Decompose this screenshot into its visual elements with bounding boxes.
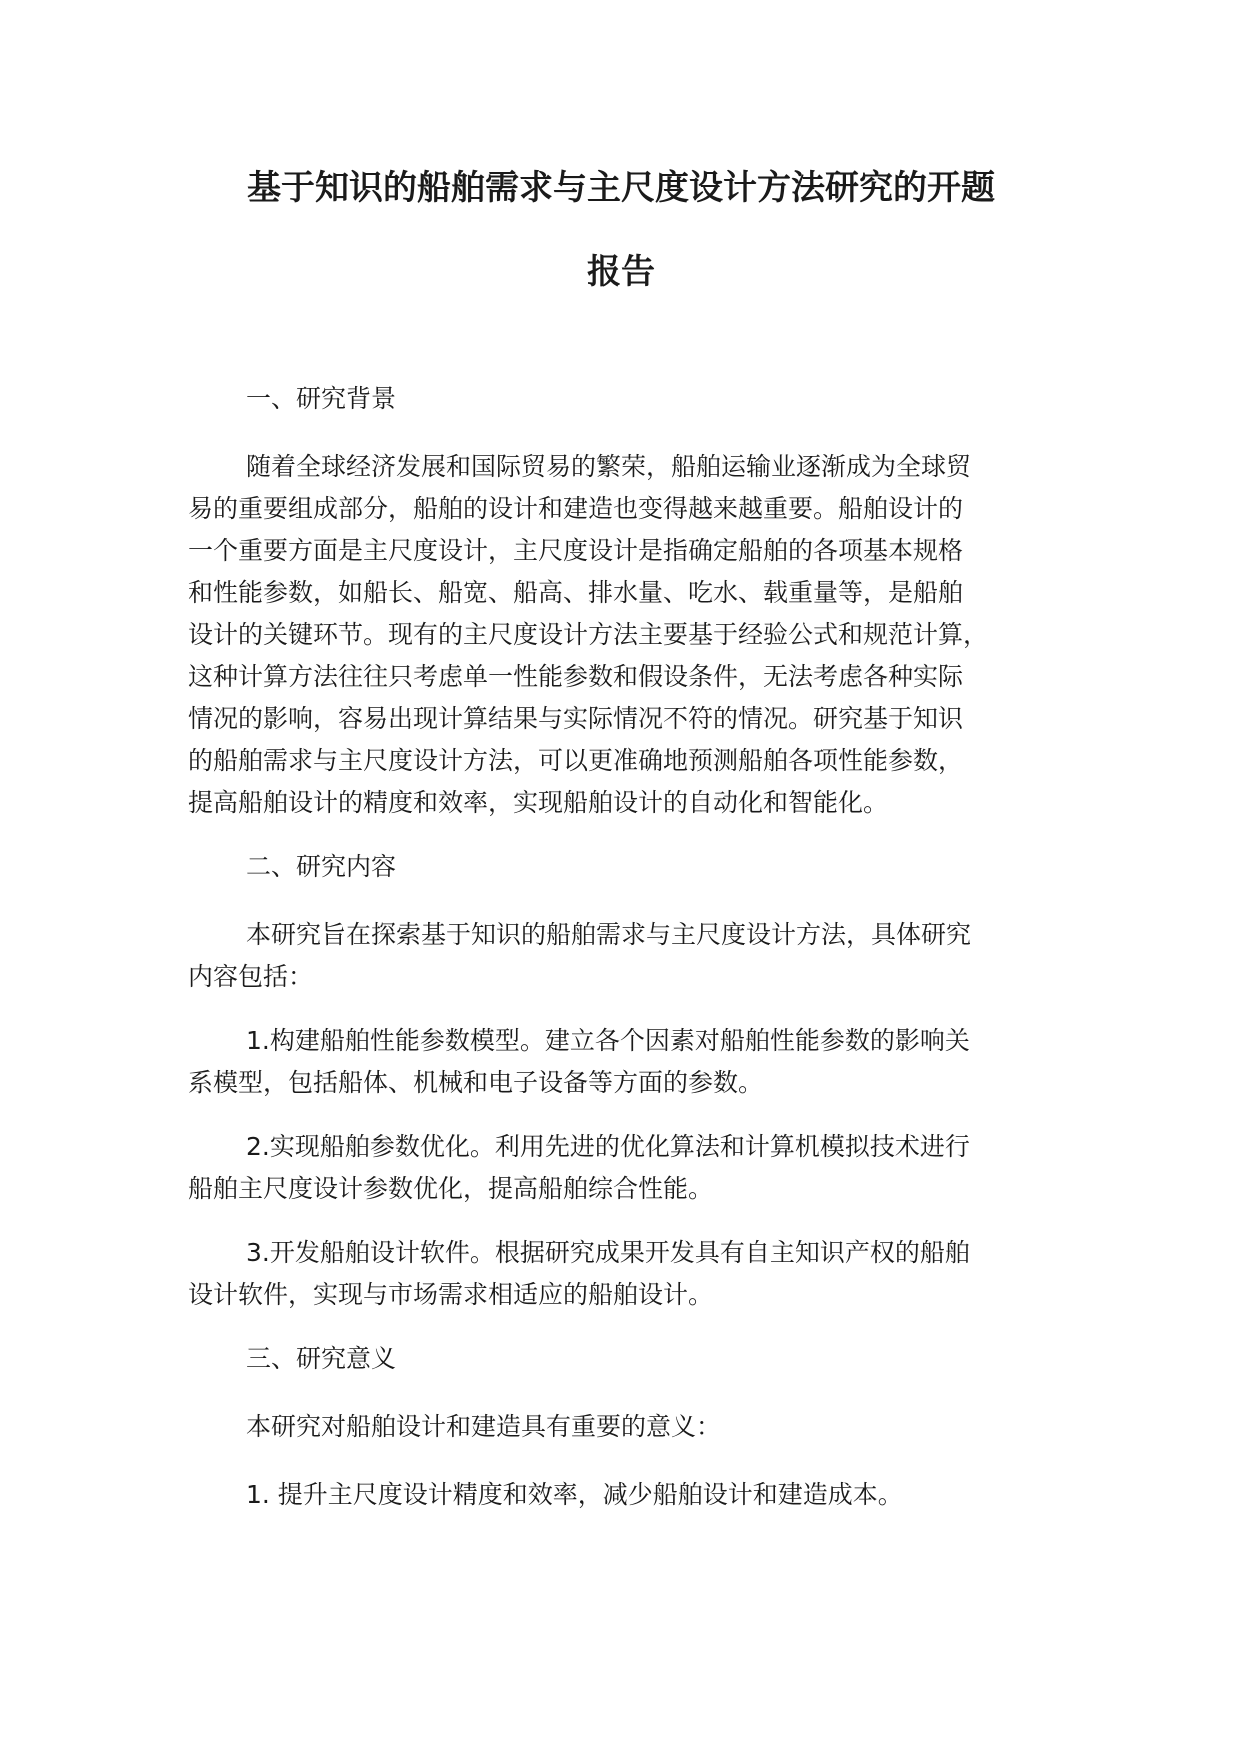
paragraph-line: 情况的影响，容易出现计算结果与实际情况不符的情况。研究基于知识 bbox=[188, 704, 964, 733]
paragraph-line: 的船舶需求与主尺度设计方法，可以更准确地预测船舶各项性能参数， bbox=[188, 746, 964, 775]
title-line-1: 基于知识的船舶需求与主尺度设计方法研究的开题 bbox=[247, 168, 995, 208]
background-paragraph bbox=[188, 446, 1063, 824]
content-item-1 bbox=[188, 1020, 1063, 1104]
paragraph-line: 1.构建船舶性能参数模型。建立各个因素对船舶性能参数的影响关 bbox=[246, 1026, 970, 1055]
paragraph-line: 本研究对船舶设计和建造具有重要的意义： bbox=[246, 1412, 722, 1441]
significance-intro-paragraph bbox=[188, 1406, 1063, 1448]
document-body bbox=[188, 378, 1063, 1516]
paragraph-line: 易的重要组成部分，船舶的设计和建造也变得越来越重要。船舶设计的 bbox=[188, 494, 964, 523]
paragraph-line: 这种计算方法往往只考虑单一性能参数和假设条件，无法考虑各种实际 bbox=[188, 662, 964, 691]
significance-item-1 bbox=[188, 1474, 1063, 1516]
paragraph-line: 3.开发船舶设计软件。根据研究成果开发具有自主知识产权的船舶 bbox=[246, 1238, 970, 1267]
title-line-2: 报告 bbox=[587, 252, 655, 292]
paragraph-line: 2.实现船舶参数优化。利用先进的优化算法和计算机模拟技术进行 bbox=[246, 1132, 970, 1161]
paragraph-line: 一个重要方面是主尺度设计，主尺度设计是指确定船舶的各项基本规格 bbox=[188, 536, 964, 565]
paragraph-line: 内容包括： bbox=[188, 962, 314, 991]
content-item-3 bbox=[188, 1232, 1063, 1316]
document-title bbox=[186, 168, 1056, 292]
content-item-2 bbox=[188, 1126, 1063, 1210]
paragraph-line: 设计软件，实现与市场需求相适应的船舶设计。 bbox=[188, 1280, 714, 1309]
content-intro-paragraph bbox=[188, 914, 1063, 998]
paragraph-line: 设计的关键环节。现有的主尺度设计方法主要基于经验公式和规范计算， bbox=[188, 620, 989, 649]
section-heading-significance: 三、研究意义 bbox=[246, 1344, 397, 1373]
paragraph-line: 提高船舶设计的精度和效率，实现船舶设计的自动化和智能化。 bbox=[188, 788, 889, 817]
section-heading-background: 一、研究背景 bbox=[246, 384, 397, 413]
paragraph-line: 系模型，包括船体、机械和电子设备等方面的参数。 bbox=[188, 1068, 764, 1097]
paragraph-line: 随着全球经济发展和国际贸易的繁荣，船舶运输业逐渐成为全球贸 bbox=[246, 452, 972, 481]
paragraph-line: 船舶主尺度设计参数优化，提高船舶综合性能。 bbox=[188, 1174, 714, 1203]
section-heading-content: 二、研究内容 bbox=[246, 852, 397, 881]
paragraph-line: 本研究旨在探索基于知识的船舶需求与主尺度设计方法，具体研究 bbox=[246, 920, 972, 949]
paragraph-line: 和性能参数，如船长、船宽、船高、排水量、吃水、载重量等，是船舶 bbox=[188, 578, 964, 607]
paragraph-line: 1. 提升主尺度设计精度和效率，减少船舶设计和建造成本。 bbox=[246, 1480, 903, 1509]
